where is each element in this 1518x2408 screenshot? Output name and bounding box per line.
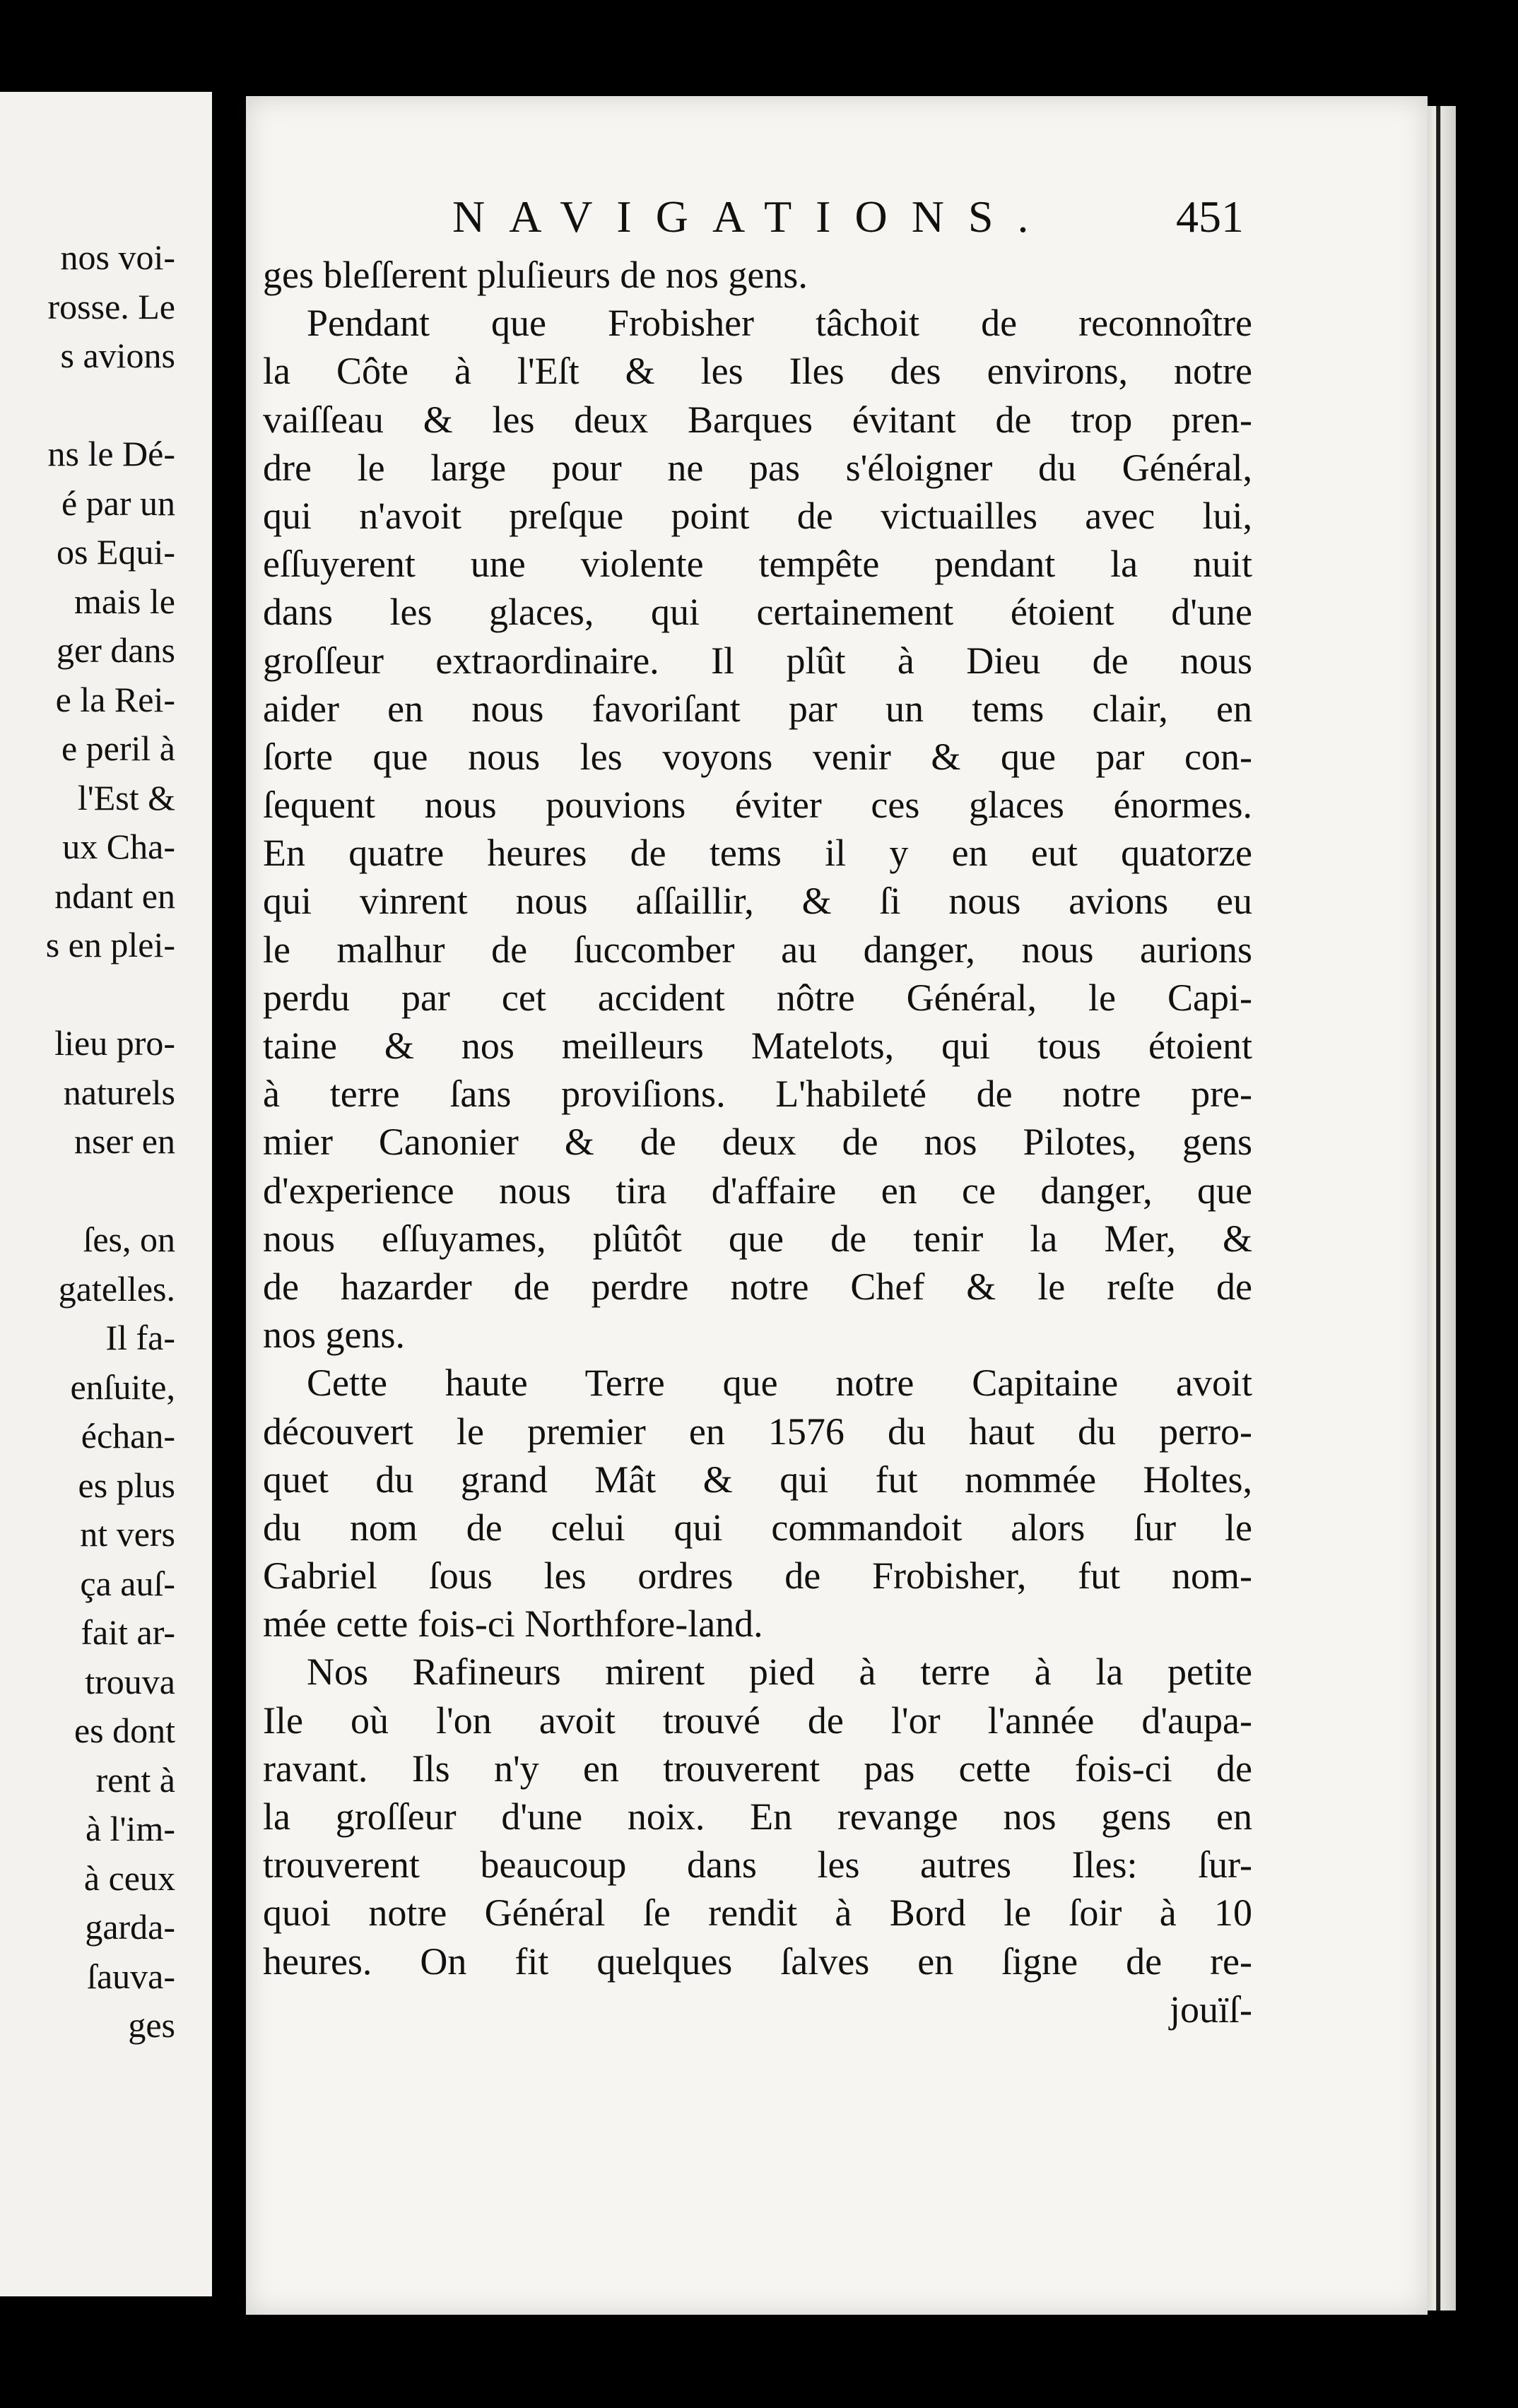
text-line: de hazarder de perdre notre Chef & le reſte de [263, 1265, 1252, 1308]
text-line: dans les glaces, qui certainement étoient d'une [263, 591, 1252, 634]
text-line: ſorte que nous les voyons venir & que par con- [263, 735, 1252, 778]
previous-page-line: échan- [81, 1416, 175, 1456]
previous-page-line: e peril à [61, 728, 175, 768]
previous-page-line: enſuite, [70, 1367, 175, 1407]
previous-page-line: mais le [73, 581, 175, 621]
text-line: Ile où l'on avoit trouvé de l'or l'année d'aupa- [263, 1699, 1252, 1742]
previous-page-line: Il fa- [105, 1318, 175, 1357]
text-line: heures. On fit quelques ſalves en ſigne de re- [263, 1940, 1252, 1983]
previous-page-line: rosse. Le [47, 286, 175, 326]
previous-page-line: os Equi- [56, 532, 175, 572]
previous-page-line: ſauva- [87, 1956, 175, 1996]
text-line: à terre ſans proviſions. L'habileté de notre pre- [263, 1073, 1252, 1116]
text-line: quoi notre Général ſe rendit à Bord le ſoir à 10 [263, 1891, 1252, 1935]
previous-page-line: ger dans [57, 630, 175, 670]
text-line: Gabriel ſous les ordres de Frobisher, fut nom- [263, 1554, 1252, 1598]
text-line: découvert le premier en 1576 du haut du perro- [263, 1410, 1252, 1453]
previous-page-line [46, 970, 175, 1020]
previous-page-line [46, 381, 175, 430]
previous-page-line: l'Est & [77, 777, 175, 818]
text-line: nos gens. [263, 1314, 405, 1357]
text-line: ges bleſſerent pluſieurs de nos gens. [263, 254, 808, 296]
previous-page-line: naturels [63, 1072, 175, 1112]
book-gutter [212, 0, 246, 2408]
running-title: NAVIGATIONS. [452, 191, 1053, 242]
text-line: nous eſſuyames, plûtôt que de tenir la Mer, & [263, 1217, 1252, 1260]
text-line: du nom de celui qui commandoit alors ſur le [263, 1506, 1252, 1549]
text-line: la Côte à l'Eſt & les Iles des environs, notre [263, 350, 1252, 393]
previous-page-line: à l'im- [85, 1809, 175, 1848]
text-line: En quatre heures de tems il y en eut quatorze [263, 832, 1252, 875]
text-line: trouverent beaucoup dans les autres Iles: ſur- [263, 1843, 1252, 1887]
text-line: quet du grand Mât & qui fut nommée Holtes, [263, 1458, 1252, 1501]
text-line: jouïſ- [1170, 1988, 1252, 2031]
previous-page-line: ſes, on [83, 1220, 175, 1259]
previous-page-line: s avions [60, 336, 175, 375]
text-line: Cette haute Terre que notre Capitaine avoit [307, 1362, 1252, 1405]
previous-page-line: ça auſ- [80, 1563, 175, 1603]
previous-page-line: gatelles. [58, 1268, 175, 1309]
previous-page-line: ns le Dé- [47, 434, 175, 473]
previous-page-line: es dont [73, 1711, 175, 1750]
text-line: mier Canonier & de deux de nos Pilotes, gens [263, 1121, 1252, 1164]
body-text [263, 251, 1252, 2034]
text-line: d'experience nous tira d'affaire en ce danger, que [263, 1169, 1252, 1212]
text-line: eſſuyerent une violente tempête pendant la nuit [263, 543, 1252, 586]
text-line: Pendant que Frobisher tâchoit de reconnoître [307, 302, 1252, 345]
previous-page-line: nos voi- [60, 237, 175, 277]
text-line: taine & nos meilleurs Matelots, qui tous étoient [263, 1025, 1252, 1067]
running-head [452, 191, 1244, 254]
previous-page-line: lieu pro- [54, 1023, 175, 1063]
previous-page-line: nser en [74, 1121, 175, 1161]
text-line: ſequent nous pouvions éviter ces glaces énormes. [263, 784, 1252, 827]
previous-page-line: ux Cha- [62, 827, 175, 866]
text-line: Nos Rafineurs mirent pied à terre à la petite [307, 1651, 1252, 1694]
previous-page-line: à ceux [83, 1858, 175, 1898]
previous-page-line: nt vers [80, 1514, 175, 1554]
previous-page-line: e la Rei- [55, 679, 175, 719]
previous-page-line: garda- [85, 1907, 175, 1947]
page-edge [1428, 106, 1456, 2310]
text-line: qui n'avoit preſque point de victuailles avec lui, [263, 494, 1252, 537]
previous-page-line: é par un [61, 483, 175, 523]
previous-page-line: s en plei- [45, 925, 175, 964]
text-line: perdu par cet accident nôtre Général, le Capi- [263, 976, 1252, 1019]
previous-page-fragment [0, 92, 212, 2296]
previous-page-line [46, 1167, 175, 1216]
text-line: aider en nous favoriſant par un tems clair, en [263, 687, 1252, 730]
text-line: qui vinrent nous aſſaillir, & ſi nous avions eu [263, 880, 1252, 923]
text-line: mée cette fois-ci Northfore-land. [263, 1603, 763, 1646]
text-line: dre le large pour ne pas s'éloigner du Général, [263, 446, 1252, 489]
previous-page-line: ndant en [54, 875, 175, 916]
previous-page-text [46, 233, 175, 2050]
previous-page-line: fait ar- [81, 1612, 175, 1652]
previous-page-line: es plus [78, 1465, 175, 1505]
page-number: 451 [1176, 191, 1244, 242]
previous-page-line: trouva [85, 1661, 175, 1701]
previous-page-line: rent à [95, 1759, 175, 1800]
text-line: le malhur de ſuccomber au danger, nous aurions [263, 928, 1252, 971]
previous-page-line: ges [128, 2005, 175, 2045]
text-line: groſſeur extraordinaire. Il plût à Dieu de nous [263, 639, 1252, 682]
text-line: ravant. Ils n'y en trouverent pas cette fois-ci de [263, 1747, 1252, 1790]
text-line: la groſſeur d'une noix. En revange nos gens en [263, 1795, 1252, 1838]
text-line: vaiſſeau & les deux Barques évitant de trop pren- [263, 398, 1252, 441]
